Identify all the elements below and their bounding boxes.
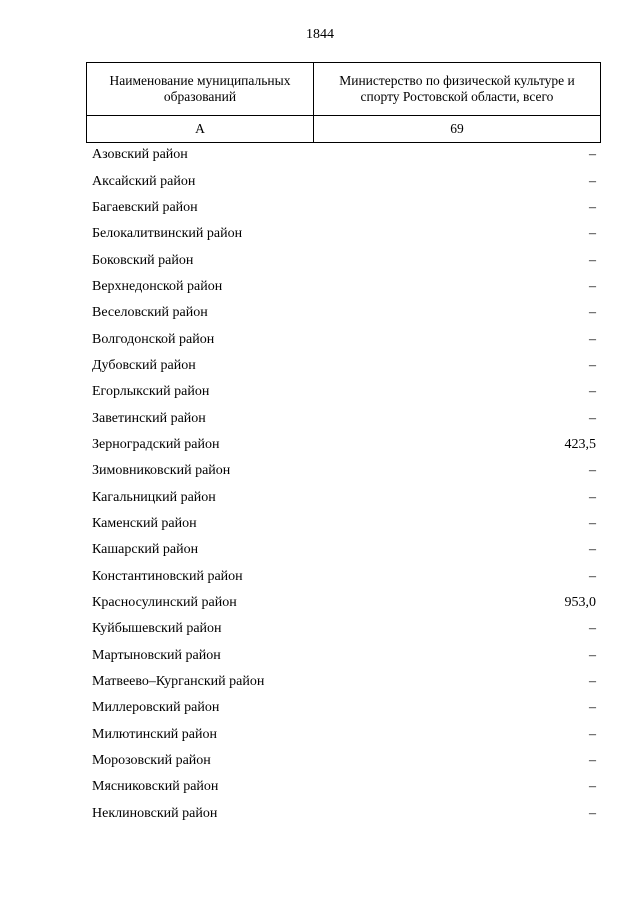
table-row — [92, 643, 596, 669]
district-name: Каменский район — [92, 515, 197, 531]
district-value: – — [589, 305, 596, 321]
table-body — [92, 142, 596, 827]
district-value: – — [589, 621, 596, 637]
district-name: Верхнедонской район — [92, 278, 223, 294]
district-name: Куйбышевский район — [92, 621, 222, 637]
district-name: Мясниковский район — [92, 779, 219, 795]
header-ministry-column: Министерство по физической культуре и спорту Ростовской области, всего — [314, 63, 601, 116]
table-row — [92, 774, 596, 800]
district-name: Багаевский район — [92, 199, 198, 215]
district-value: – — [589, 647, 596, 663]
district-name: Заветинский район — [92, 410, 206, 426]
district-value: – — [589, 779, 596, 795]
column-index-row — [87, 116, 601, 143]
table-row — [92, 484, 596, 510]
district-value: – — [589, 489, 596, 505]
district-name: Азовский район — [92, 147, 188, 163]
district-value: 423,5 — [564, 436, 596, 452]
district-name: Матвеево–Курганский район — [92, 674, 265, 690]
table-row — [92, 537, 596, 563]
district-name: Веселовский район — [92, 305, 208, 321]
district-value: – — [589, 805, 596, 821]
table-row — [92, 722, 596, 748]
district-name: Зимовниковский район — [92, 463, 231, 479]
district-value: – — [589, 357, 596, 373]
table-row — [92, 195, 596, 221]
table-row — [92, 458, 596, 484]
table-row — [92, 142, 596, 168]
table-row — [92, 221, 596, 247]
district-name: Константиновский район — [92, 568, 243, 584]
table-row — [92, 748, 596, 774]
table-row — [92, 432, 596, 458]
district-value: – — [589, 674, 596, 690]
district-name: Красносулинский район — [92, 595, 237, 611]
table-row — [92, 326, 596, 352]
district-name: Кашарский район — [92, 542, 199, 558]
header-municipality-column: Наименование муниципальных образований — [87, 63, 314, 116]
table-header — [86, 62, 601, 143]
district-name: Миллеровский район — [92, 700, 220, 716]
table-row — [92, 511, 596, 537]
table-row — [92, 379, 596, 405]
district-name: Волгодонской район — [92, 331, 215, 347]
district-value: – — [589, 410, 596, 426]
district-name: Морозовский район — [92, 753, 211, 769]
table-row — [92, 353, 596, 379]
district-name: Мартыновский район — [92, 647, 221, 663]
district-name: Егорлыкский район — [92, 384, 210, 400]
table-row — [92, 590, 596, 616]
district-name: Неклиновский район — [92, 805, 218, 821]
index-ministry-column: 69 — [314, 116, 601, 143]
index-municipality-column: А — [87, 116, 314, 143]
district-value: – — [589, 252, 596, 268]
district-name: Кагальницкий район — [92, 489, 216, 505]
district-name: Зерноградский район — [92, 436, 220, 452]
district-value: – — [589, 173, 596, 189]
district-value: – — [589, 384, 596, 400]
district-value: – — [589, 331, 596, 347]
district-value: – — [589, 463, 596, 479]
district-value: – — [589, 700, 596, 716]
district-name: Аксайский район — [92, 173, 196, 189]
header-row — [87, 63, 601, 116]
table-row — [92, 247, 596, 273]
district-value: – — [589, 199, 596, 215]
table-row — [92, 695, 596, 721]
district-name: Дубовский район — [92, 357, 196, 373]
table-row — [92, 405, 596, 431]
district-value: – — [589, 226, 596, 242]
district-value: – — [589, 568, 596, 584]
table-row — [92, 616, 596, 642]
district-value: – — [589, 515, 596, 531]
district-value: – — [589, 726, 596, 742]
table-row — [92, 564, 596, 590]
district-name: Белокалитвинский район — [92, 226, 243, 242]
table-row — [92, 274, 596, 300]
table-row — [92, 801, 596, 827]
table-row — [92, 168, 596, 194]
district-value: – — [589, 542, 596, 558]
district-value: 953,0 — [564, 595, 596, 611]
district-value: – — [589, 147, 596, 163]
table-row — [92, 300, 596, 326]
table-row — [92, 669, 596, 695]
page-number: 1844 — [306, 27, 334, 42]
district-value: – — [589, 753, 596, 769]
district-name: Милютинский район — [92, 726, 218, 742]
district-name: Боковский район — [92, 252, 194, 268]
district-value: – — [589, 278, 596, 294]
